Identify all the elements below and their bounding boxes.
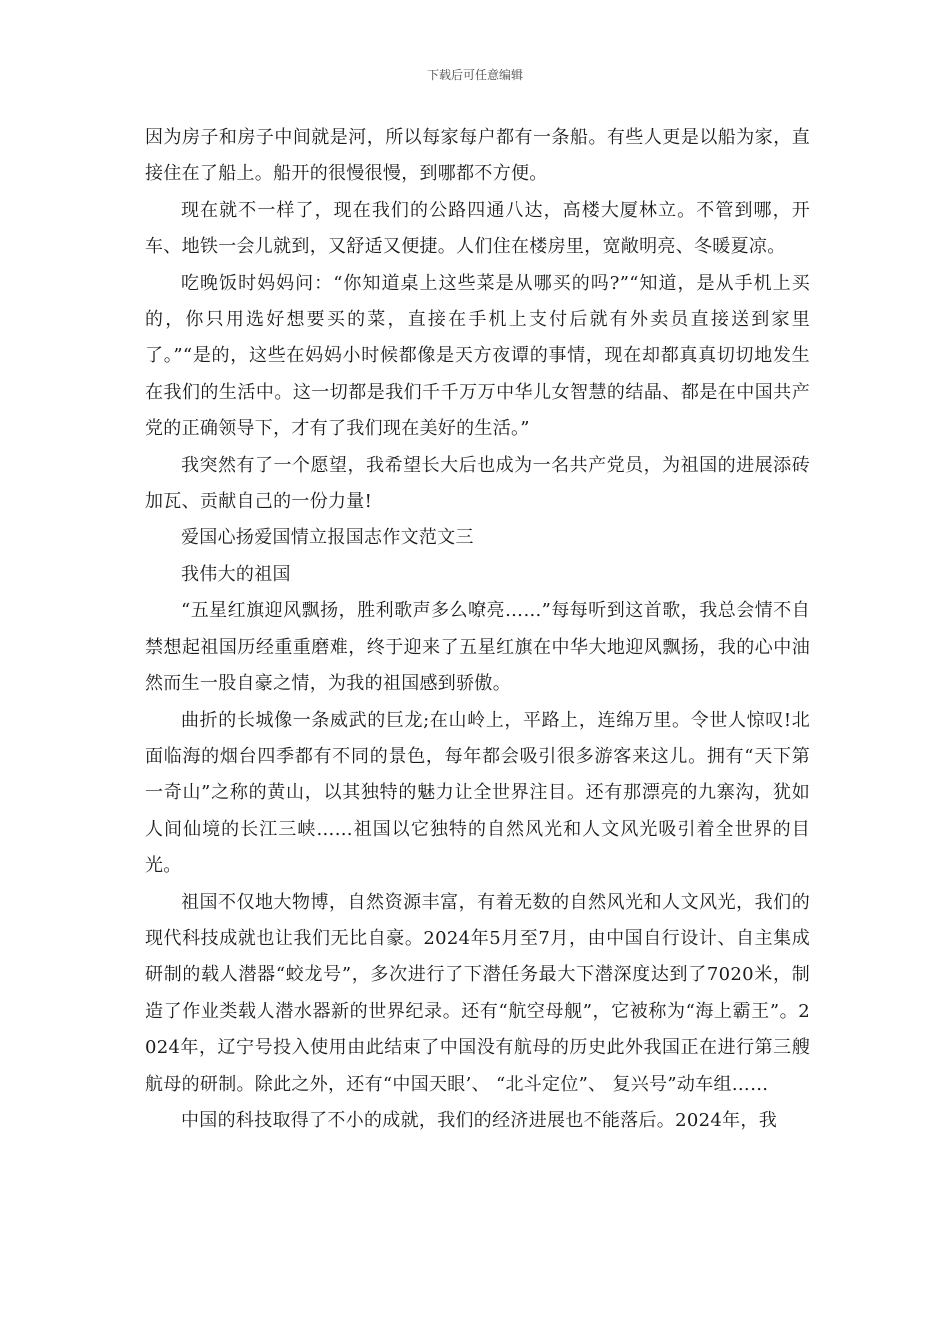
essay-title: 我伟大的祖国 [181, 563, 291, 585]
document-body [145, 120, 810, 1139]
paragraph-8: 中国的科技取得了不小的成就，我们的经济进展也不能落后。2024年，我 [181, 1109, 778, 1131]
page-header-note: 下载后可任意编辑 [426, 68, 523, 82]
section-title: 爱国心扬爱国情立报国志作文范文三 [181, 527, 474, 549]
paragraph-3: 吃晚饭时妈妈问：“你知道桌上这些菜是从哪买的吗?”“知道，是从手机上买的，你只用选好想要买的菜，直接在手机上支付后就有外卖员直接送到家里了。”“是的，这些在妈妈小时候都像是天方夜谭的事情，现在却都真真切切地发生在我们的生活中。这一切都是我们千千万万中华儿女智慧的结晶、都是在中国共产党的正确领导下，才有了我们现在美好的生活。” [145, 272, 810, 440]
paragraph-1: 因为房子和房子中间就是河，所以每家每户都有一条船。有些人更是以船为家，直接住在了船上。船开的很慢很慢，到哪都不方便。 [145, 127, 810, 185]
paragraph-4: 我突然有了一个愿望，我希望长大后也成为一名共产党员，为祖国的进展添砖加瓦、贡献自己的一份力量! [145, 454, 810, 513]
paragraph-6: 曲折的长城像一条威武的巨龙;在山岭上，平路上，连绵万里。令世人惊叹!北面临海的烟台四季都有不同的景色，每年都会吸引很多游客来这儿。拥有“天下第一奇山”之称的黄山，以其独特的魅力让全世界注目。还有那漂亮的九寨沟，犹如人间仙境的长江三峡……祖国以它独特的自然风光和人文风光吸引着全世界的目光。 [145, 709, 810, 877]
paragraph-2: 现在就不一样了，现在我们的公路四通八达，高楼大厦林立。不管到哪，开车、地铁一会儿就到，又舒适又便捷。人们住在楼房里，宽敞明亮、冬暖夏凉。 [145, 199, 810, 258]
paragraph-5: “五星红旗迎风飘扬，胜利歌声多么嘹亮……”每每听到这首歌，我总会情不自禁想起祖国历经重重磨难，终于迎来了五星红旗在中华大地迎风飘扬，我的心中油然而生一股自豪之情，为我的祖国感到骄傲。 [145, 600, 810, 695]
paragraph-7: 祖国不仅地大物博，自然资源丰富，有着无数的自然风光和人文风光，我们的现代科技成就也让我们无比自豪。2024年5月至7月，由中国自行设计、自主集成研制的载人潜器“蛟龙号”，多次进行了下潜任务最大下潜深度达到了7020米，制造了作业类载人潜水器新的世界纪录。还有“航空母舰”，它被称为“海上霸王”。2024年，辽宁号投入使用由此结束了中国没有航母的历史此外我国正在进行第三艘航母的研制。除此之外，还有“中国天眼’、 “北斗定位”、 复兴号”动车组…… [145, 891, 810, 1095]
